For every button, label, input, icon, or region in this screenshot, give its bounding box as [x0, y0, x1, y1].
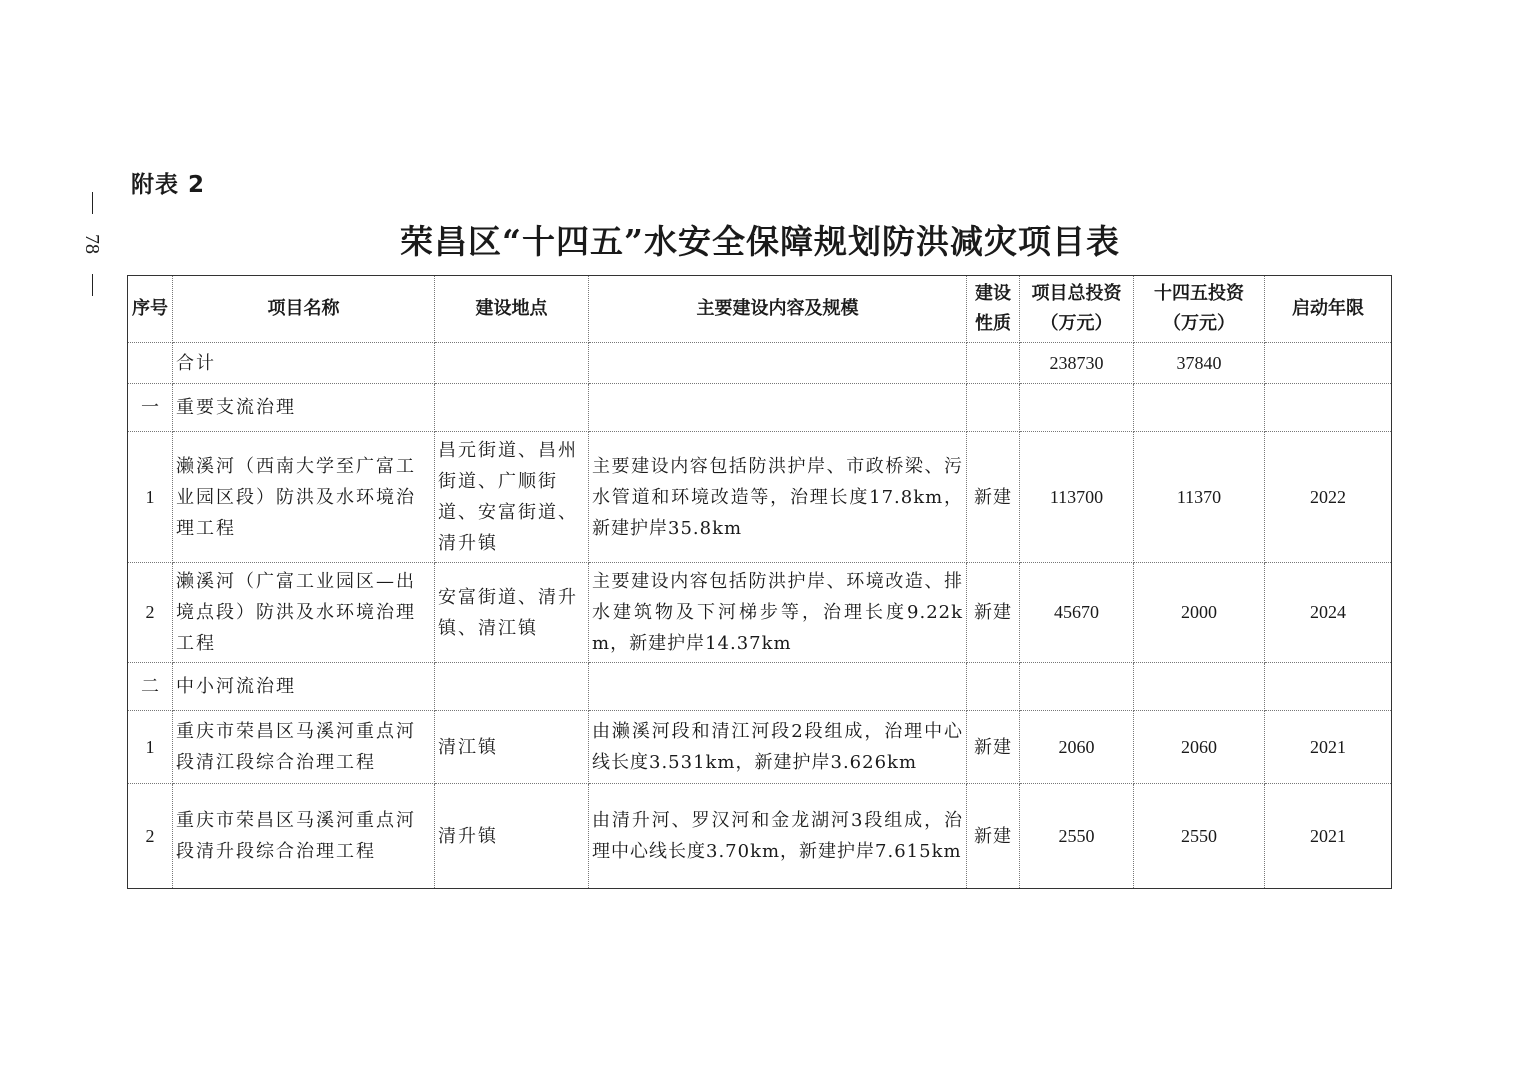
- project-start-year: 2021: [1265, 711, 1392, 784]
- header-nature: 建设性质: [967, 276, 1020, 343]
- project-location: 昌元街道、昌州街道、广顺街道、安富街道、清升镇: [435, 432, 589, 563]
- table-row: [128, 432, 1392, 563]
- project-start-year: 2022: [1265, 432, 1392, 563]
- project-content: 主要建设内容包括防洪护岸、环境改造、排水建筑物及下河梯步等，治理长度9.22km，新建护岸14.37km: [589, 563, 967, 663]
- page-number-dash-bottom: [92, 274, 93, 296]
- header-location: 建设地点: [435, 276, 589, 343]
- group-seq: 二: [128, 663, 173, 711]
- project-plan-investment: 2550: [1134, 784, 1265, 889]
- project-location: 安富街道、清升镇、清江镇: [435, 563, 589, 663]
- project-plan-investment: 2060: [1134, 711, 1265, 784]
- total-investment-sum: 238730: [1020, 343, 1134, 384]
- total-content: [589, 343, 967, 384]
- group-row: [128, 384, 1392, 432]
- project-nature: 新建: [967, 784, 1020, 889]
- project-start-year: 2024: [1265, 563, 1392, 663]
- total-nature: [967, 343, 1020, 384]
- project-seq: 1: [128, 711, 173, 784]
- project-total-investment: 113700: [1020, 432, 1134, 563]
- total-seq: [128, 343, 173, 384]
- project-start-year: 2021: [1265, 784, 1392, 889]
- table-row: [128, 784, 1392, 889]
- page-number-value: 78: [81, 234, 103, 254]
- total-label: 合计: [173, 343, 435, 384]
- total-row: [128, 343, 1392, 384]
- total-start-year: [1265, 343, 1392, 384]
- project-nature: 新建: [967, 711, 1020, 784]
- project-location: 清江镇: [435, 711, 589, 784]
- project-content: 由清升河、罗汉河和金龙湖河3段组成，治理中心线长度3.70km，新建护岸7.615km: [589, 784, 967, 889]
- header-plan-investment: 十四五投资（万元）: [1134, 276, 1265, 343]
- project-nature: 新建: [967, 563, 1020, 663]
- plan-investment-sum: 37840: [1134, 343, 1265, 384]
- project-content: 主要建设内容包括防洪护岸、市政桥梁、污水管道和环境改造等，治理长度17.8km，新建护岸35.8km: [589, 432, 967, 563]
- total-location: [435, 343, 589, 384]
- project-plan-investment: 2000: [1134, 563, 1265, 663]
- header-seq: 序号: [128, 276, 173, 343]
- project-name: 重庆市荣昌区马溪河重点河段清升段综合治理工程: [173, 784, 435, 889]
- header-name: 项目名称: [173, 276, 435, 343]
- project-seq: 2: [128, 563, 173, 663]
- project-total-investment: 2550: [1020, 784, 1134, 889]
- page-number-dash-top: [92, 192, 93, 214]
- project-plan-investment: 11370: [1134, 432, 1265, 563]
- group-label: 重要支流治理: [173, 384, 435, 432]
- project-seq: 2: [128, 784, 173, 889]
- group-row: [128, 663, 1392, 711]
- document-title: 荣昌区“十四五”水安全保障规划防洪减灾项目表: [400, 222, 1120, 261]
- project-location: 清升镇: [435, 784, 589, 889]
- table-row: [128, 563, 1392, 663]
- header-start-year: 启动年限: [1265, 276, 1392, 343]
- group-seq: 一: [128, 384, 173, 432]
- table-row: [128, 711, 1392, 784]
- project-table: [127, 275, 1392, 889]
- header-content: 主要建设内容及规模: [589, 276, 967, 343]
- project-name: 濑溪河（广富工业园区—出境点段）防洪及水环境治理工程: [173, 563, 435, 663]
- header-row: [128, 276, 1392, 343]
- appendix-label: 附表 2: [131, 172, 206, 198]
- project-total-investment: 2060: [1020, 711, 1134, 784]
- project-name: 重庆市荣昌区马溪河重点河段清江段综合治理工程: [173, 711, 435, 784]
- project-total-investment: 45670: [1020, 563, 1134, 663]
- project-name: 濑溪河（西南大学至广富工业园区段）防洪及水环境治理工程: [173, 432, 435, 563]
- project-nature: 新建: [967, 432, 1020, 563]
- group-label: 中小河流治理: [173, 663, 435, 711]
- project-seq: 1: [128, 432, 173, 563]
- project-content: 由濑溪河段和清江河段2段组成，治理中心线长度3.531km，新建护岸3.626km: [589, 711, 967, 784]
- header-total-investment: 项目总投资（万元）: [1020, 276, 1134, 343]
